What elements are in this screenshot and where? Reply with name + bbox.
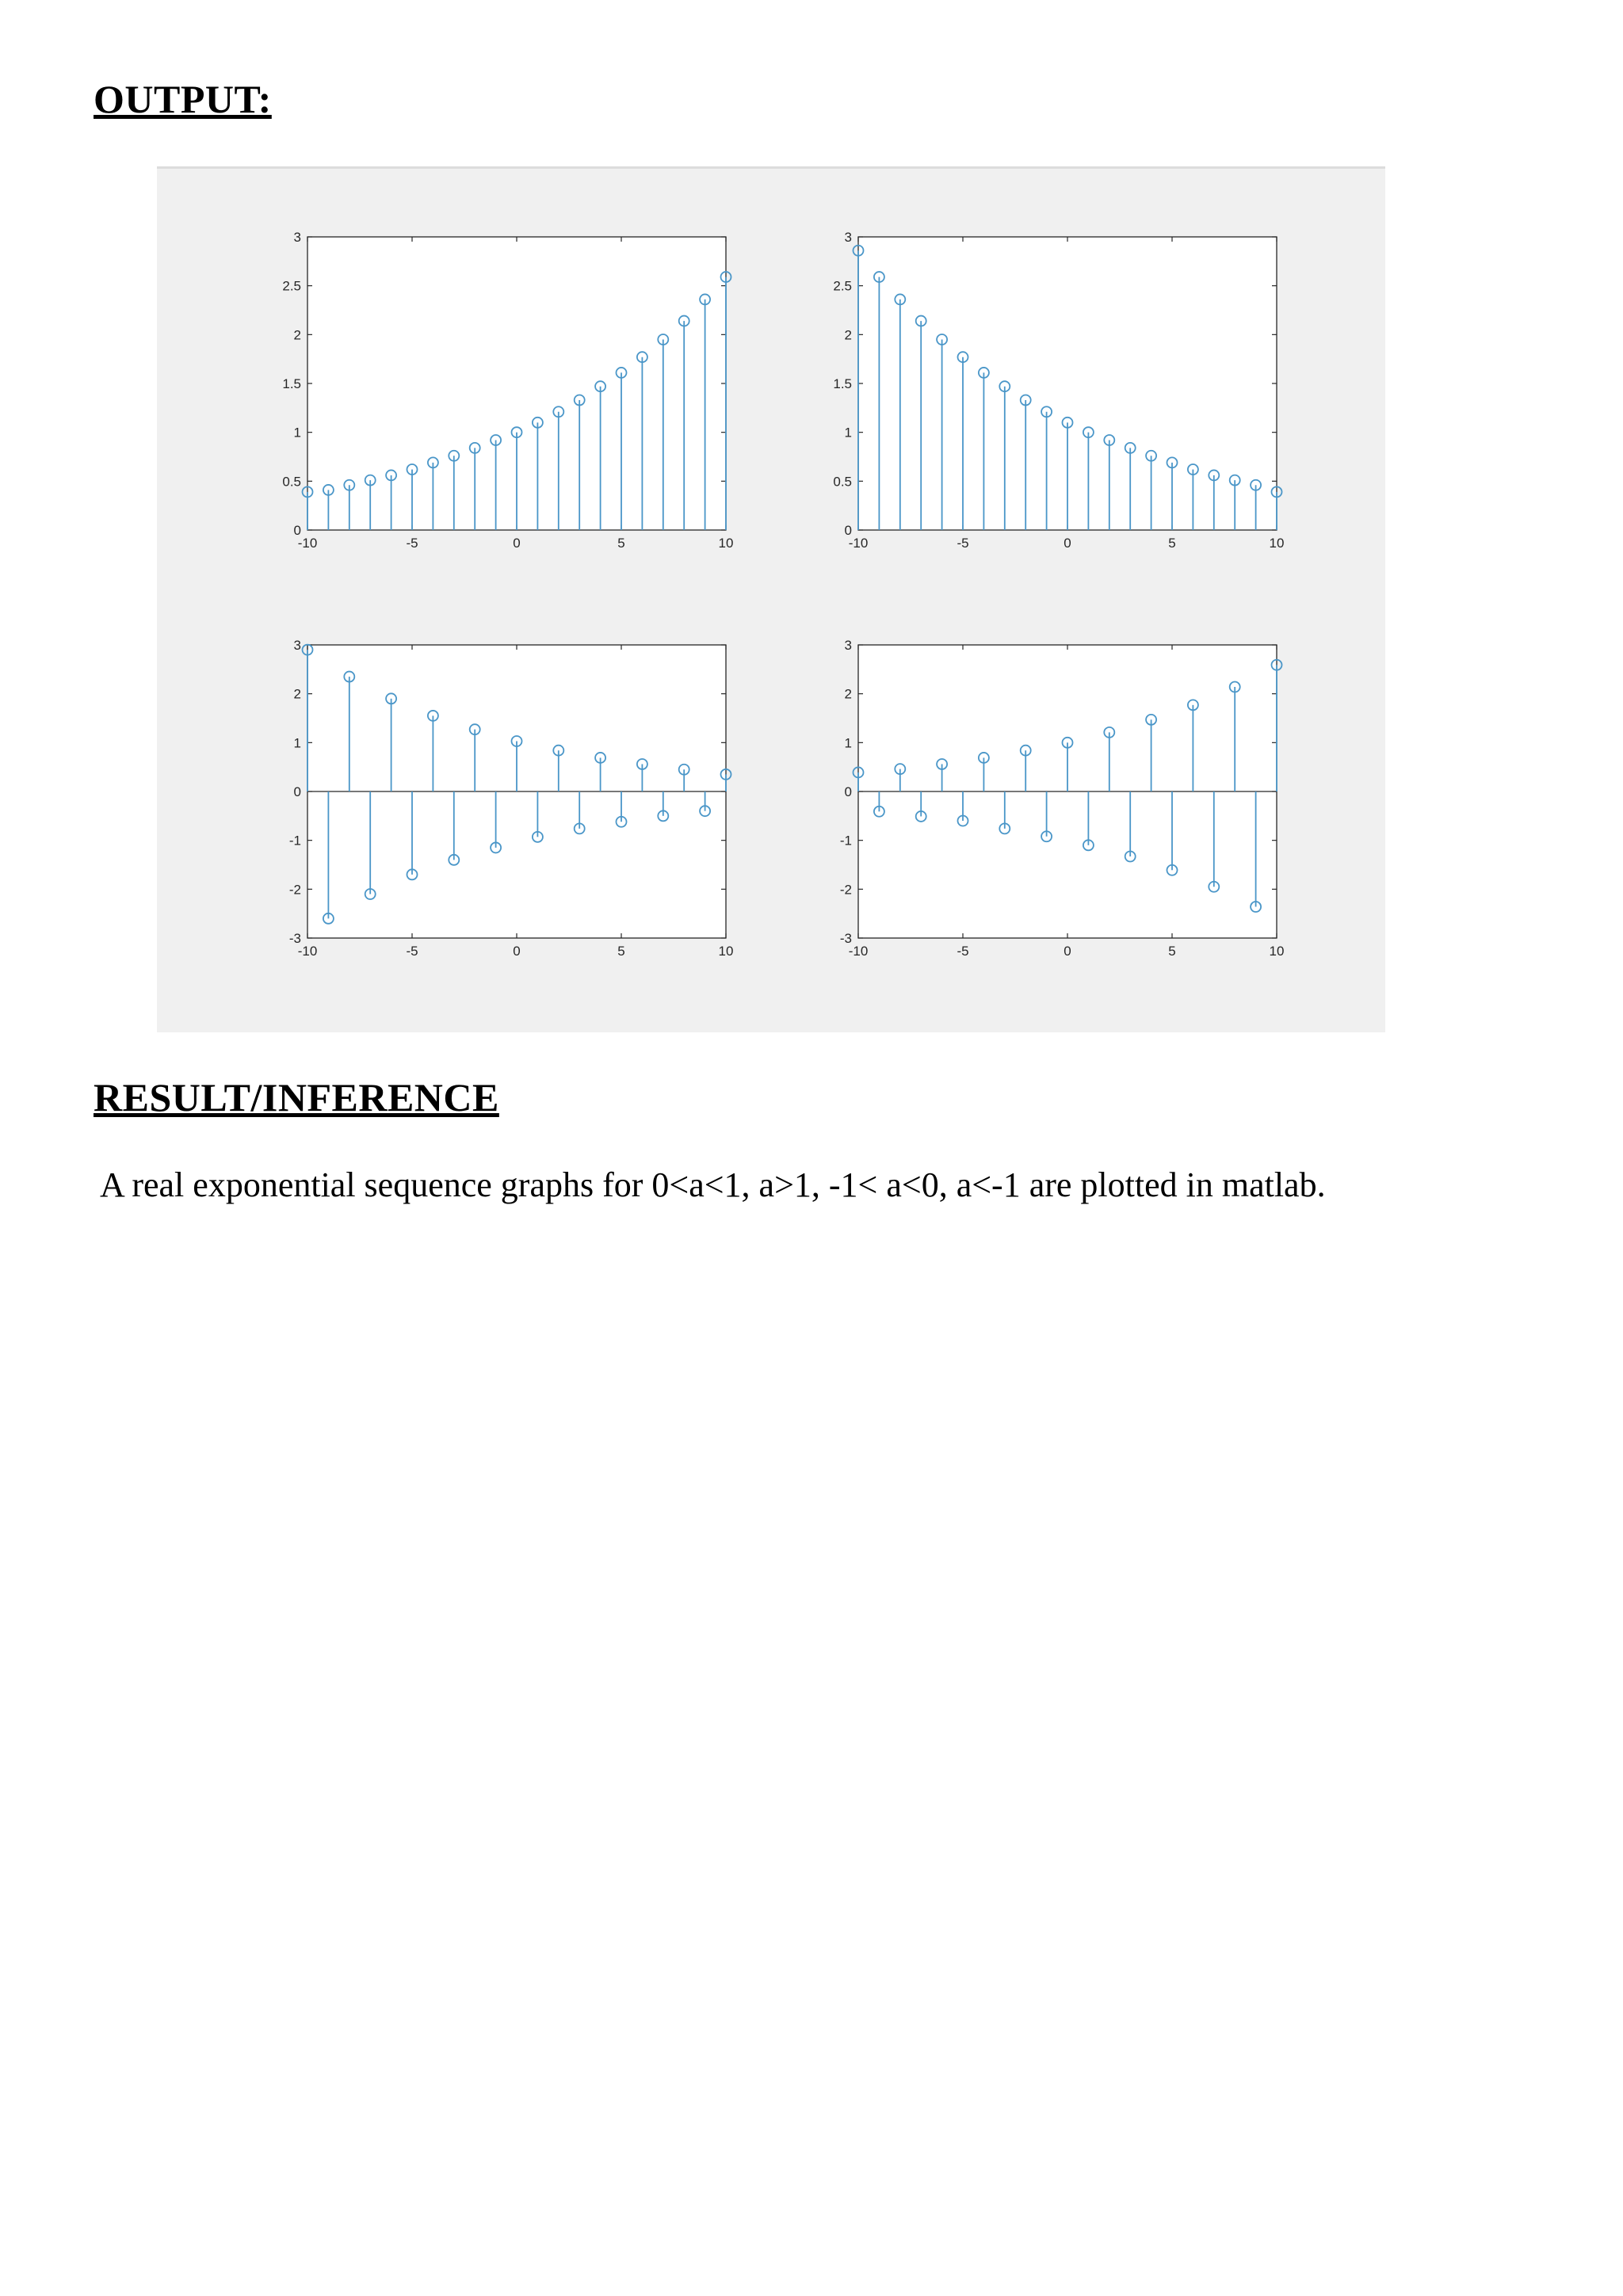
plot-a-between-0-1 [833, 230, 1284, 551]
y-tick-label: 1 [844, 735, 852, 751]
y-tick-label: 0.5 [833, 474, 852, 490]
y-tick-label: 3 [844, 638, 852, 653]
figure-canvas [157, 169, 1385, 1032]
x-tick-label: -10 [848, 536, 869, 551]
x-tick-label: -10 [848, 944, 869, 959]
x-tick-label: -5 [406, 536, 418, 551]
y-tick-label: -2 [288, 882, 301, 898]
output-heading: OUTPUT: [94, 77, 272, 121]
y-tick-label: 1 [293, 425, 301, 441]
y-tick-label: 2 [293, 686, 301, 702]
x-tick-label: 0 [513, 536, 521, 551]
x-tick-label: 0 [1064, 944, 1071, 959]
y-tick-label: 3 [293, 638, 301, 653]
figure-panel [157, 166, 1385, 1032]
x-tick-label: 5 [1168, 536, 1176, 551]
y-tick-label: 2 [844, 686, 852, 702]
x-tick-label: 5 [617, 944, 625, 959]
result-heading: RESULT/INFERENCE [94, 1075, 499, 1119]
y-tick-label: 2 [844, 327, 852, 343]
x-tick-label: 0 [513, 944, 521, 959]
y-tick-label: 0 [293, 784, 301, 799]
y-tick-label: 0.5 [282, 474, 301, 490]
x-tick-label: -10 [297, 536, 318, 551]
y-tick-label: -3 [839, 931, 852, 946]
y-tick-label: 3 [293, 230, 301, 245]
y-tick-label: -1 [288, 833, 301, 849]
y-tick-label: 1.5 [833, 376, 852, 391]
plot-a-between-neg1-0 [289, 638, 734, 959]
y-tick-label: 0 [844, 523, 852, 538]
y-tick-label: 0 [293, 523, 301, 538]
y-tick-label: -3 [288, 931, 301, 946]
y-tick-label: 2 [293, 327, 301, 343]
x-tick-label: 10 [718, 944, 734, 959]
x-tick-label: 0 [1064, 536, 1071, 551]
x-tick-label: 10 [718, 536, 734, 551]
x-tick-label: -10 [297, 944, 318, 959]
x-tick-label: 10 [1269, 944, 1285, 959]
x-tick-label: 5 [1168, 944, 1176, 959]
y-tick-label: 0 [844, 784, 852, 799]
plot-a-less-neg1 [840, 638, 1285, 959]
result-text: A real exponential sequence graphs for 0<a<1, a>1, -1< a<0, a<-1 are plotted in matlab. [100, 1165, 1326, 1204]
y-tick-label: 1 [844, 425, 852, 441]
x-tick-label: 5 [617, 536, 625, 551]
y-tick-label: 2.5 [282, 278, 301, 294]
y-tick-label: 1 [293, 735, 301, 751]
x-tick-label: -5 [957, 944, 969, 959]
y-tick-label: 2.5 [833, 278, 852, 294]
plot-a-greater-1 [282, 230, 733, 551]
y-tick-label: -1 [839, 833, 852, 849]
x-tick-label: -5 [406, 944, 418, 959]
x-tick-label: -5 [957, 536, 969, 551]
y-tick-label: 3 [844, 230, 852, 245]
x-tick-label: 10 [1269, 536, 1285, 551]
y-tick-label: -2 [839, 882, 852, 898]
y-tick-label: 1.5 [282, 376, 301, 391]
